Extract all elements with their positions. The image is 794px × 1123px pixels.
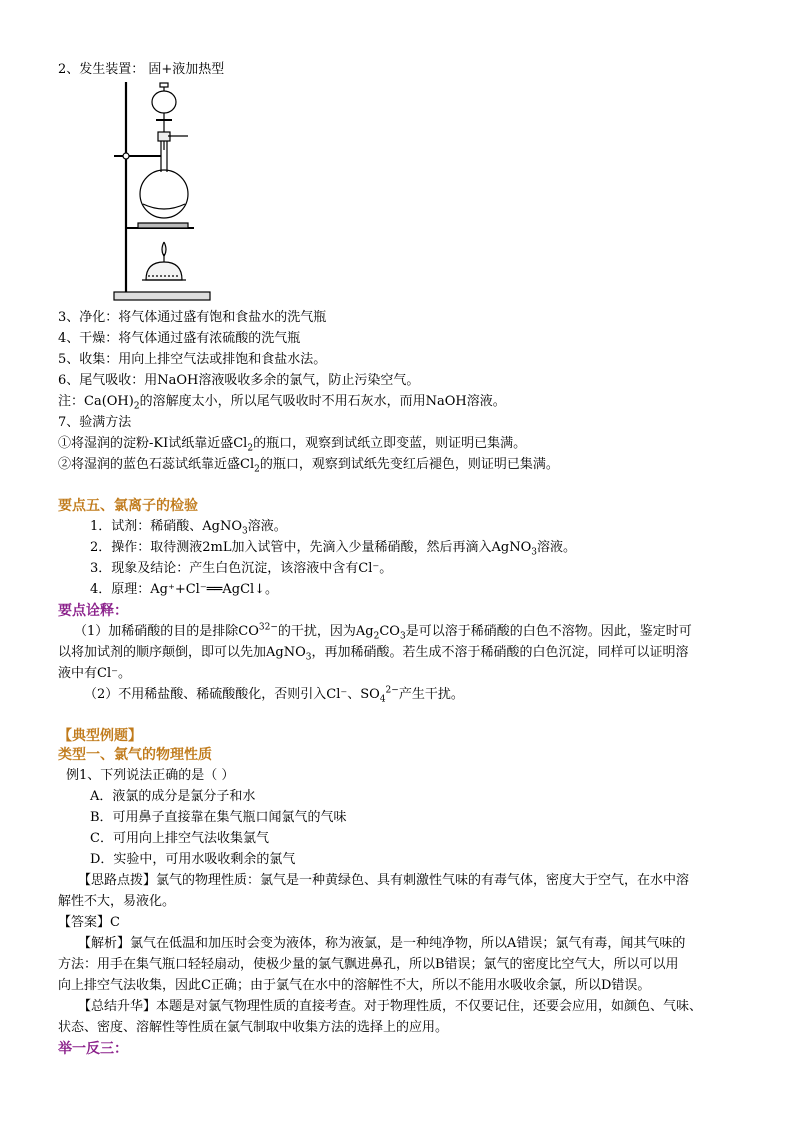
explanation-heading: 要点诠释： bbox=[58, 603, 128, 619]
type-one-heading: 类型一、氯气的物理性质 bbox=[58, 747, 212, 763]
line-tail-gas: 6、尾气吸收：用NaOH溶液吸收多余的氯气，防止污染空气。 bbox=[58, 373, 420, 388]
line-explain-1: （1）加稀硝酸的目的是排除$CO^{32-}$的干扰，因为$Ag_2CO_3$是可以溶于稀硝酸的白色不溶物。因此，鉴定时可 bbox=[74, 622, 692, 642]
option-c: C．可用向上排空气法收集氯气 bbox=[90, 831, 269, 846]
line-purification: 3、净化：将气体通过盛有饱和食盐水的洗气瓶 bbox=[58, 310, 327, 325]
summary-line-2: 状态、密度、溶解性等性质在氯气制取中收集方法的选择上的应用。 bbox=[58, 1020, 449, 1035]
summary-line-1: 【总结升华】本题是对氯气物理性质的直接考查。对于物理性质，不仅要记住，还要会应用，如颜色、气味、 bbox=[78, 999, 703, 1014]
option-b: B．可用鼻子直接靠在集气瓶口闻氯气的气味 bbox=[90, 810, 347, 825]
analysis-line-2: 方法：用手在集气瓶口轻轻扇动，使极少量的氯气飘进鼻孔，所以B错误；氯气的密度比空气大，所以可以用 bbox=[58, 957, 679, 972]
line-explain-1b: 以将加试剂的顺序颠倒，即可以先加AgNO$_3$，再加稀硝酸。若生成不溶于稀硝酸的白色沉淀，同样可以证明溶 bbox=[58, 645, 689, 663]
practice-heading: 举一反三： bbox=[58, 1041, 128, 1057]
option-d: D．实验中，可用水吸收剩余的氯气 bbox=[90, 852, 296, 867]
line-phenomenon: 3．现象及结论：产生白色沉淀，该溶液中含有Cl⁻。 bbox=[90, 561, 393, 576]
line-explain-1c: 液中有Cl⁻。 bbox=[58, 666, 131, 681]
chlorine-generator-apparatus-figure bbox=[106, 80, 216, 305]
line-full-check: 7、验满方法 bbox=[58, 415, 132, 430]
line-check-1: ①将湿润的淀粉-KI试纸靠近盛$Cl_2$的瓶口，观察到试纸立即变蓝，则证明已集满。 bbox=[58, 436, 527, 454]
answer-line: 【答案】C bbox=[58, 915, 120, 930]
typical-examples-heading: 【典型例题】 bbox=[58, 728, 142, 744]
line-reagent: 1．试剂：稀硝酸、AgNO$_3$溶液。 bbox=[90, 519, 287, 537]
line-note: 注：$Ca(OH)_2$的溶解度太小，所以尾气吸收时不用石灰水，而用NaOH溶液。 bbox=[58, 394, 506, 412]
line-drying: 4、干燥：将气体通过盛有浓硫酸的洗气瓶 bbox=[58, 331, 301, 346]
example-question: 例1、下列说法正确的是（ ） bbox=[66, 768, 235, 783]
line-operation: 2．操作：取待测液2mL加入试管中，先滴入少量稀硝酸，然后再滴入AgNO$_3$溶液。 bbox=[90, 540, 576, 558]
line-check-2: ②将湿润的蓝色石蕊试纸靠近盛$Cl_2$的瓶口，观察到试纸先变红后褪色，则证明已集满。 bbox=[58, 457, 559, 475]
line-apparatus-type: 2、发生装置： 固+液加热型 bbox=[58, 62, 225, 77]
option-a: A．液氯的成分是氯分子和水 bbox=[90, 789, 256, 804]
line-explain-2: （2）不用稀盐酸、稀硫酸酸化，否则引入Cl⁻、$SO_4^{2-}$产生干扰。 bbox=[84, 685, 464, 705]
analysis-line-3: 向上排空气法收集，因此C正确；由于氯气在水中的溶解性不大，所以不能用水吸收余氯，所以D错误。 bbox=[58, 978, 651, 993]
hint-line-1: 【思路点拨】氯气的物理性质：氯气是一种黄绿色、具有刺激性气味的有毒气体，密度大于空气，在水中溶 bbox=[78, 873, 690, 888]
section-heading-chloride-test: 要点五、氯离子的检验 bbox=[58, 498, 198, 514]
line-collection: 5、收集：用向上排空气法或排饱和食盐水法。 bbox=[58, 352, 327, 367]
analysis-line-1: 【解析】氯气在低温和加压时会变为液体，称为液氯，是一种纯净物，所以A错误；氯气有毒，闻其气味的 bbox=[78, 936, 686, 951]
line-principle: 4．原理：Ag⁺+Cl⁻══AgCl↓。 bbox=[90, 582, 279, 597]
hint-line-2: 解性不大，易液化。 bbox=[58, 894, 176, 909]
